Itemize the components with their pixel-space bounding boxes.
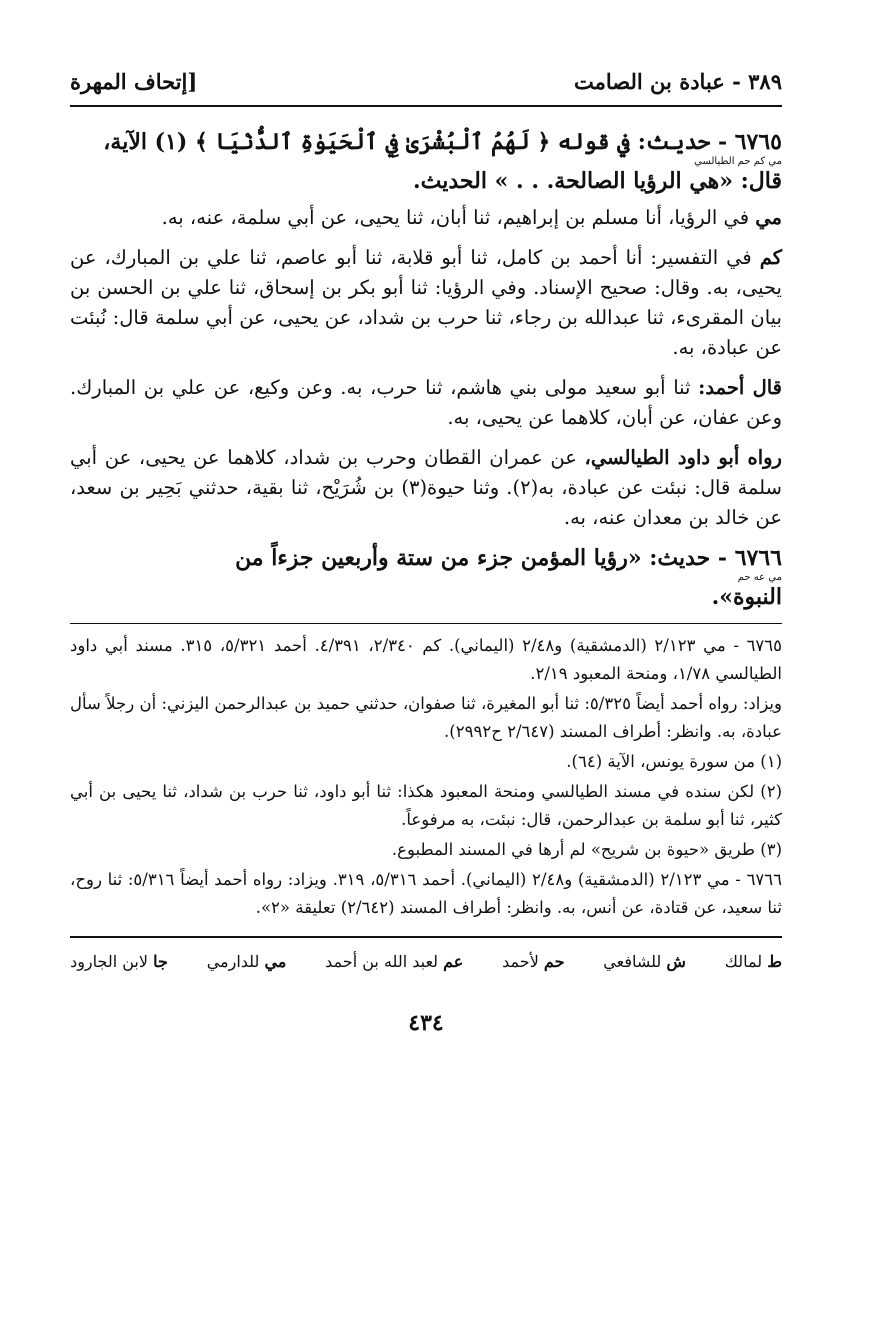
abbreviation-item: عم لعبد الله بن أحمد <box>325 952 464 972</box>
hadith-6766-heading <box>70 543 782 613</box>
paragraph-darimi-text: في الرؤيا، أنا مسلم بن إبراهيم، ثنا أبان، ثنا يحيى، عن أبي سلمة، عنه، به. <box>161 206 756 230</box>
book-title: [إتحاف المهرة <box>70 69 198 94</box>
main-text <box>70 127 782 613</box>
abbreviations-key <box>70 950 782 974</box>
hadith-6765-title: ٦٧٦٥ - حديث: في قوله ﴿ لَهُمُ ٱلْبُشْرَىٰ فِي ٱلْحَيَوٰةِ ٱلدُّنْيَا ﴾ (١) الآية، <box>103 129 782 156</box>
abbreviation-item: ط لمالك <box>724 952 782 972</box>
paragraph-tayalisi-text: عن عمران القطان وحرب بن شداد، كلاهما عن يحيى، عن أبي سلمة قال: نبئت عن عبادة، به(٢). وثنا حيوة(٣) بن شُرَيْح، ثنا بقية، حدثني بَحِير بن سعد، عن خالد بن معدان عنه، به. <box>70 446 782 530</box>
paragraph-tayalisi <box>70 443 782 533</box>
footnote-1: (١) من سورة يونس، الآية (٦٤). <box>566 752 782 772</box>
paragraph-hakim-lead: كم <box>759 246 782 270</box>
paragraph-hakim <box>70 243 782 363</box>
footnote-divider <box>70 623 782 624</box>
footnote-6766-sources: ٦٧٦٦ - مي ٢/١٢٣ (الدمشقية) و٢/٤٨ (اليماني). أحمد ٥/٣١٦، ٣١٩. ويزاد: رواه أحمد أيضاً ٥/٣١٦: ثنا روح، ثنا سعيد، عن قتادة، عن أنس، به. وانظر: أطراف المسند (٢/٦٤٢) تعليقة «٢». <box>70 870 783 918</box>
paragraph-ahmad-lead: قال أحمد: <box>698 376 782 400</box>
paragraph-ahmad-text: ثنا أبو سعيد مولى بني هاشم، ثنا حرب، به. وعن وكيع، عن علي بن المبارك. وعن عفان، عن أبان، كلاهما عن يحيى، به. <box>70 376 782 430</box>
hadith-6765-sigla: مي كم حم الطيالسي <box>694 156 782 168</box>
running-head <box>70 70 782 107</box>
paragraph-tayalisi-lead: رواه أبو داود الطيالسي، <box>584 446 782 470</box>
chapter-title: ٣٨٩ - عبادة بن الصامت <box>574 69 782 94</box>
footnote-2: (٢) لكن سنده في مسند الطيالسي ومنحة المعبود هكذا: ثنا أبو داود، ثنا حرب بن شداد، ثنا يحيى بن أبي كثير، ثنا أبو سلمة بن عبدالرحمن، قال: نبئت، به مرفوعاً. <box>70 782 783 830</box>
abbreviation-item: ش للشافعي <box>603 952 686 972</box>
page-number: ٤٣٤ <box>408 1010 444 1037</box>
footnote-6765-sources: ٦٧٦٥ - مي ٢/١٢٣ (الدمشقية) و٢/٤٨ (اليماني). كم ٢/٣٤٠، ٤/٣٩١. أحمد ٥/٣٢١، ٣١٥. مسند أبي داود الطيالسي ١/٧٨، ومنحة المعبود ٢/١٩. <box>70 636 783 684</box>
paragraph-darimi <box>70 203 782 233</box>
paragraph-hakim-text: في التفسير: أنا أحمد بن كامل، ثنا أبو قلابة، ثنا أبو عاصم، ثنا علي بن المبارك، عن يحيى، به. وقال: صحيح الإسناد. وفي الرؤيا: ثنا أبو بكر بن إسحاق، ثنا علي بن الحسن بن بيان المقرىء، ثنا عبدالله بن رجاء، ثنا حرب بن شداد، عن يحيى، عن أبي سلمة قال: نُبئت عن عبادة، به. <box>70 246 782 360</box>
paragraph-darimi-lead: مي <box>755 206 782 230</box>
footnotes <box>70 632 782 922</box>
abbreviations-divider <box>70 936 782 938</box>
abbreviation-item: مي للدارمي <box>206 952 287 972</box>
abbreviation-item: حم لأحمد <box>502 952 565 972</box>
hadith-6765-text: قال: «هي الرؤيا الصالحة. . . » الحديث. <box>412 168 782 195</box>
abbreviation-item: جا لابن الجارود <box>70 952 168 972</box>
hadith-6766-sigla: مي عه حم <box>737 572 782 584</box>
paragraph-ahmad <box>70 373 782 433</box>
hadith-6765-heading <box>70 127 782 197</box>
hadith-6766-title: ٦٧٦٦ - حديث: «رؤيا المؤمن جزء من ستة وأربعين جزءاً من <box>235 545 782 572</box>
page <box>70 70 782 1036</box>
footnote-3: (٣) طريق «حيوة بن شريح» لم أرها في المسند المطبوع. <box>391 840 782 860</box>
hadith-6766-text: النبوة». <box>711 584 782 611</box>
footnote-6765-addition: ويزاد: رواه أحمد أيضاً ٥/٣٢٥: ثنا أبو المغيرة، ثنا صفوان، حدثني حميد بن عبدالرحمن اليزني: أن رجلاً سأل عبادة، به. وانظر: أطراف المسند (٢/٦٤٧ ح٢٩٩٢). <box>70 694 782 742</box>
